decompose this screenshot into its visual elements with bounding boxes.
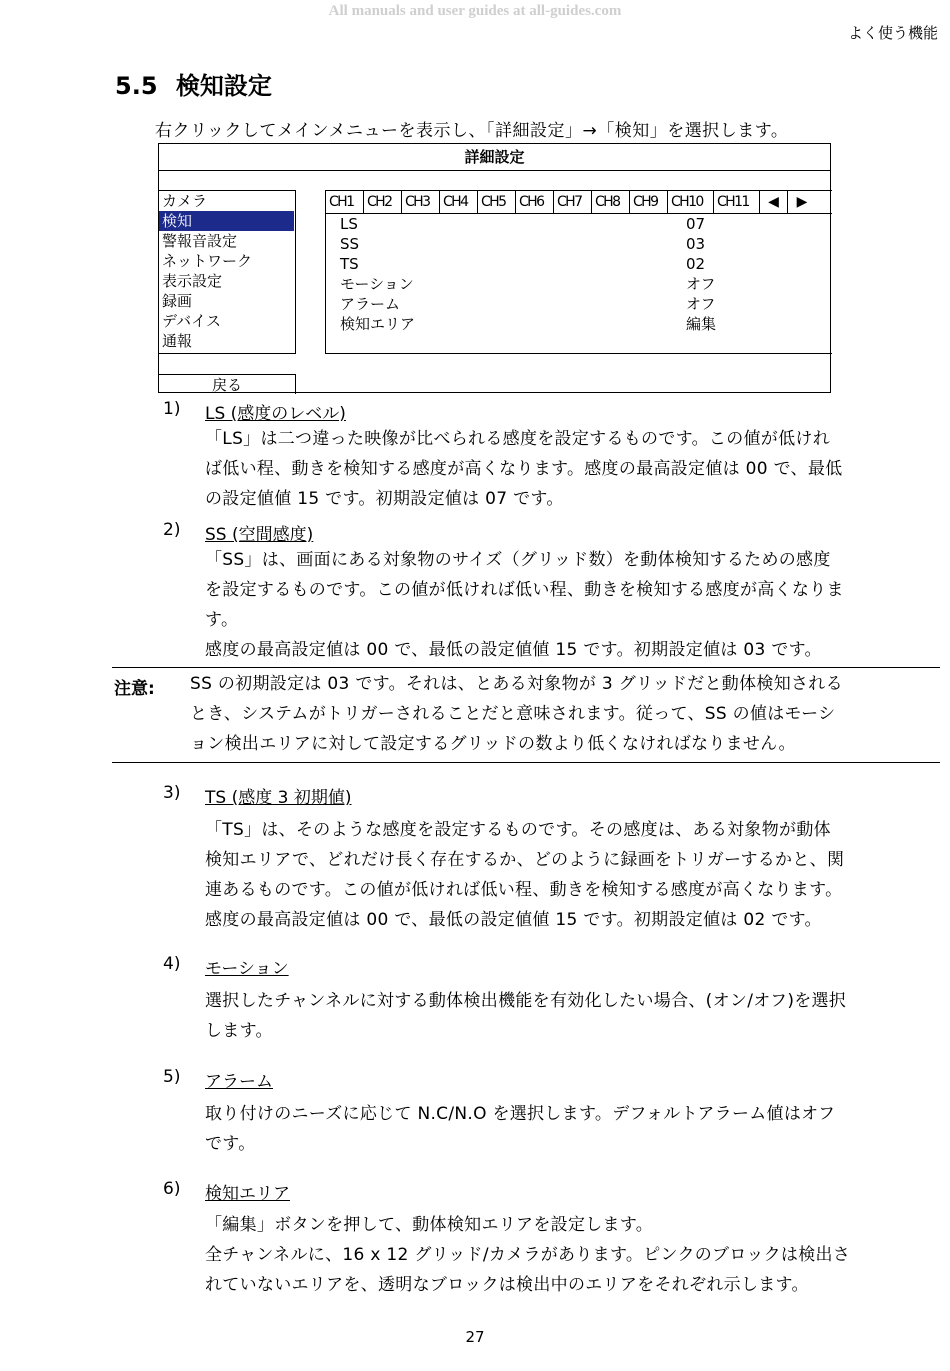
- note-line: SS の初期設定は 03 です。それは、とある対象物が 3 グリッドだと動体検知される: [190, 674, 843, 694]
- detection-settings-panel: [325, 190, 832, 354]
- menu-item-network[interactable]: ネットワーク: [162, 252, 253, 270]
- note-line: ョン検出エリアに対して設定するグリッドの数より低くなければなりません。: [190, 734, 796, 754]
- menu-item-devices[interactable]: デバイス: [162, 312, 221, 330]
- note-top-rule: [112, 667, 940, 668]
- paragraph-line: です。: [205, 1134, 256, 1154]
- paragraph-line: します。: [205, 1021, 273, 1041]
- section-number: 5.5: [115, 72, 158, 100]
- tab-ch9[interactable]: CH9: [630, 191, 668, 213]
- setting-row-detection-area[interactable]: [326, 314, 832, 334]
- item-number: 3): [163, 783, 181, 803]
- setting-row-motion[interactable]: [326, 274, 832, 294]
- paragraph-line: 全チャンネルに、16 x 12 グリッド/カメラがあります。ピンクのブロックは検出さ: [205, 1245, 851, 1265]
- item-body-ls: [205, 424, 940, 514]
- tab-ch3[interactable]: CH3: [402, 191, 440, 213]
- prev-channel-icon[interactable]: ◀: [760, 191, 788, 213]
- back-button[interactable]: 戻る: [159, 374, 296, 394]
- item-number: 1): [163, 399, 181, 419]
- tab-ch8[interactable]: CH8: [592, 191, 630, 213]
- channel-tabs: [326, 191, 832, 214]
- settings-menu: [159, 190, 296, 354]
- tab-ch6[interactable]: CH6: [516, 191, 554, 213]
- setting-row-ls[interactable]: [326, 214, 832, 234]
- item-body-motion: [205, 986, 940, 1046]
- item-heading-ls: LS (感度のレベル): [205, 404, 346, 424]
- setting-value[interactable]: オフ: [686, 295, 716, 313]
- item-body-detection-area: [205, 1210, 940, 1300]
- menu-item-detection[interactable]: 検知: [159, 211, 294, 231]
- setting-label: TS: [340, 255, 359, 273]
- advanced-settings-dialog: [158, 143, 831, 393]
- setting-value[interactable]: 02: [686, 255, 706, 273]
- item-number: 4): [163, 954, 181, 974]
- note-label: 注意:: [114, 679, 155, 699]
- dialog-title: 詳細設定: [159, 144, 830, 171]
- paragraph-line: の設定値値 15 です。初期設定値は 07 です。: [205, 489, 564, 509]
- tab-ch5[interactable]: CH5: [478, 191, 516, 213]
- chapter-header: よく使う機能: [847, 24, 938, 42]
- menu-item-camera[interactable]: カメラ: [162, 192, 208, 210]
- note-text: [190, 669, 940, 759]
- tab-ch4[interactable]: CH4: [440, 191, 478, 213]
- paragraph-line: 選択したチャンネルに対する動体検出機能を有効化したい場合、(オン/オフ)を選択: [205, 991, 847, 1011]
- menu-item-buzzer[interactable]: 警報音設定: [162, 232, 238, 250]
- tab-ch1[interactable]: CH1: [326, 191, 364, 213]
- item-heading-detection-area: 検知エリア: [205, 1184, 290, 1204]
- setting-row-ss[interactable]: [326, 234, 832, 254]
- setting-value[interactable]: オフ: [686, 275, 716, 293]
- paragraph-line: 「SS」は、画面にある対象物のサイズ（グリッド数）を動体検知するための感度: [205, 550, 831, 570]
- paragraph-line: 「TS」は、そのような感度を設定するものです。その感度は、ある対象物が動体: [205, 820, 831, 840]
- item-number: 5): [163, 1067, 181, 1087]
- setting-label: SS: [340, 235, 360, 253]
- item-body-ts: [205, 815, 940, 935]
- page-number: 27: [465, 1328, 485, 1346]
- item-heading-ts: TS (感度 3 初期値): [205, 788, 352, 808]
- setting-label: 検知エリア: [340, 315, 416, 333]
- intro-text: 右クリックしてメインメニューを表示し、「詳細設定」→「検知」を選択します。: [155, 121, 789, 141]
- tab-ch2[interactable]: CH2: [364, 191, 402, 213]
- note-line: とき、システムがトリガーされることだと意味されます。従って、SS の値はモーシ: [190, 704, 836, 724]
- menu-item-display[interactable]: 表示設定: [162, 272, 223, 290]
- paragraph-line: 検知エリアで、どれだけ長く存在するか、どのように録画をトリガーするかと、関: [205, 850, 845, 870]
- paragraph-line: ば低い程、動きを検知する感度が高くなります。感度の最高設定値は 00 で、最低: [205, 459, 843, 479]
- paragraph-line: 感度の最高設定値は 00 で、最低の設定値値 15 です。初期設定値は 03 です。: [205, 640, 822, 660]
- tab-ch10[interactable]: CH10: [668, 191, 714, 213]
- tab-ch7[interactable]: CH7: [554, 191, 592, 213]
- setting-value[interactable]: 07: [686, 215, 706, 233]
- menu-item-notification[interactable]: 通報: [162, 332, 193, 350]
- setting-label: アラーム: [340, 295, 401, 313]
- section-title-text: 検知設定: [175, 72, 272, 100]
- setting-label: LS: [340, 215, 358, 233]
- setting-row-ts[interactable]: [326, 254, 832, 274]
- tab-ch11[interactable]: CH11: [714, 191, 760, 213]
- setting-value[interactable]: 編集: [686, 315, 717, 333]
- setting-label: モーション: [340, 275, 414, 293]
- paragraph-line: を設定するものです。この値が低ければ低い程、動きを検知する感度が高くなりま: [205, 580, 844, 600]
- setting-value[interactable]: 03: [686, 235, 706, 253]
- paragraph-line: 「編集」ボタンを押して、動体検知エリアを設定します。: [205, 1215, 654, 1235]
- paragraph-line: す。: [205, 610, 239, 630]
- paragraph-line: 「LS」は二つ違った映像が比べられる感度を設定するものです。この値が低けれ: [205, 429, 831, 449]
- item-number: 6): [163, 1179, 181, 1199]
- item-heading-alarm: アラーム: [205, 1072, 273, 1092]
- watermark: All manuals and user guides at all-guides.com: [328, 3, 622, 19]
- menu-item-record[interactable]: 録画: [162, 292, 193, 310]
- paragraph-line: 取り付けのニーズに応じて N.C/N.O を選択します。デフォルトアラーム値はオフ: [205, 1104, 836, 1124]
- setting-row-alarm[interactable]: [326, 294, 832, 314]
- item-number: 2): [163, 520, 181, 540]
- item-heading-ss: SS (空間感度): [205, 525, 314, 545]
- item-body-ss: [205, 545, 940, 665]
- next-channel-icon[interactable]: ▶: [796, 194, 808, 210]
- section-title: [115, 66, 272, 101]
- paragraph-line: 感度の最高設定値は 00 で、最低の設定値値 15 です。初期設定値は 02 です。: [205, 910, 822, 930]
- item-heading-motion: モーション: [205, 959, 289, 979]
- note-bottom-rule: [112, 762, 940, 763]
- paragraph-line: 連あるものです。この値が低ければ低い程、動きを検知する感度が高くなります。: [205, 880, 843, 900]
- paragraph-line: れていないエリアを、透明なブロックは検出中のエリアをそれぞれ示します。: [205, 1275, 809, 1295]
- item-body-alarm: [205, 1099, 940, 1159]
